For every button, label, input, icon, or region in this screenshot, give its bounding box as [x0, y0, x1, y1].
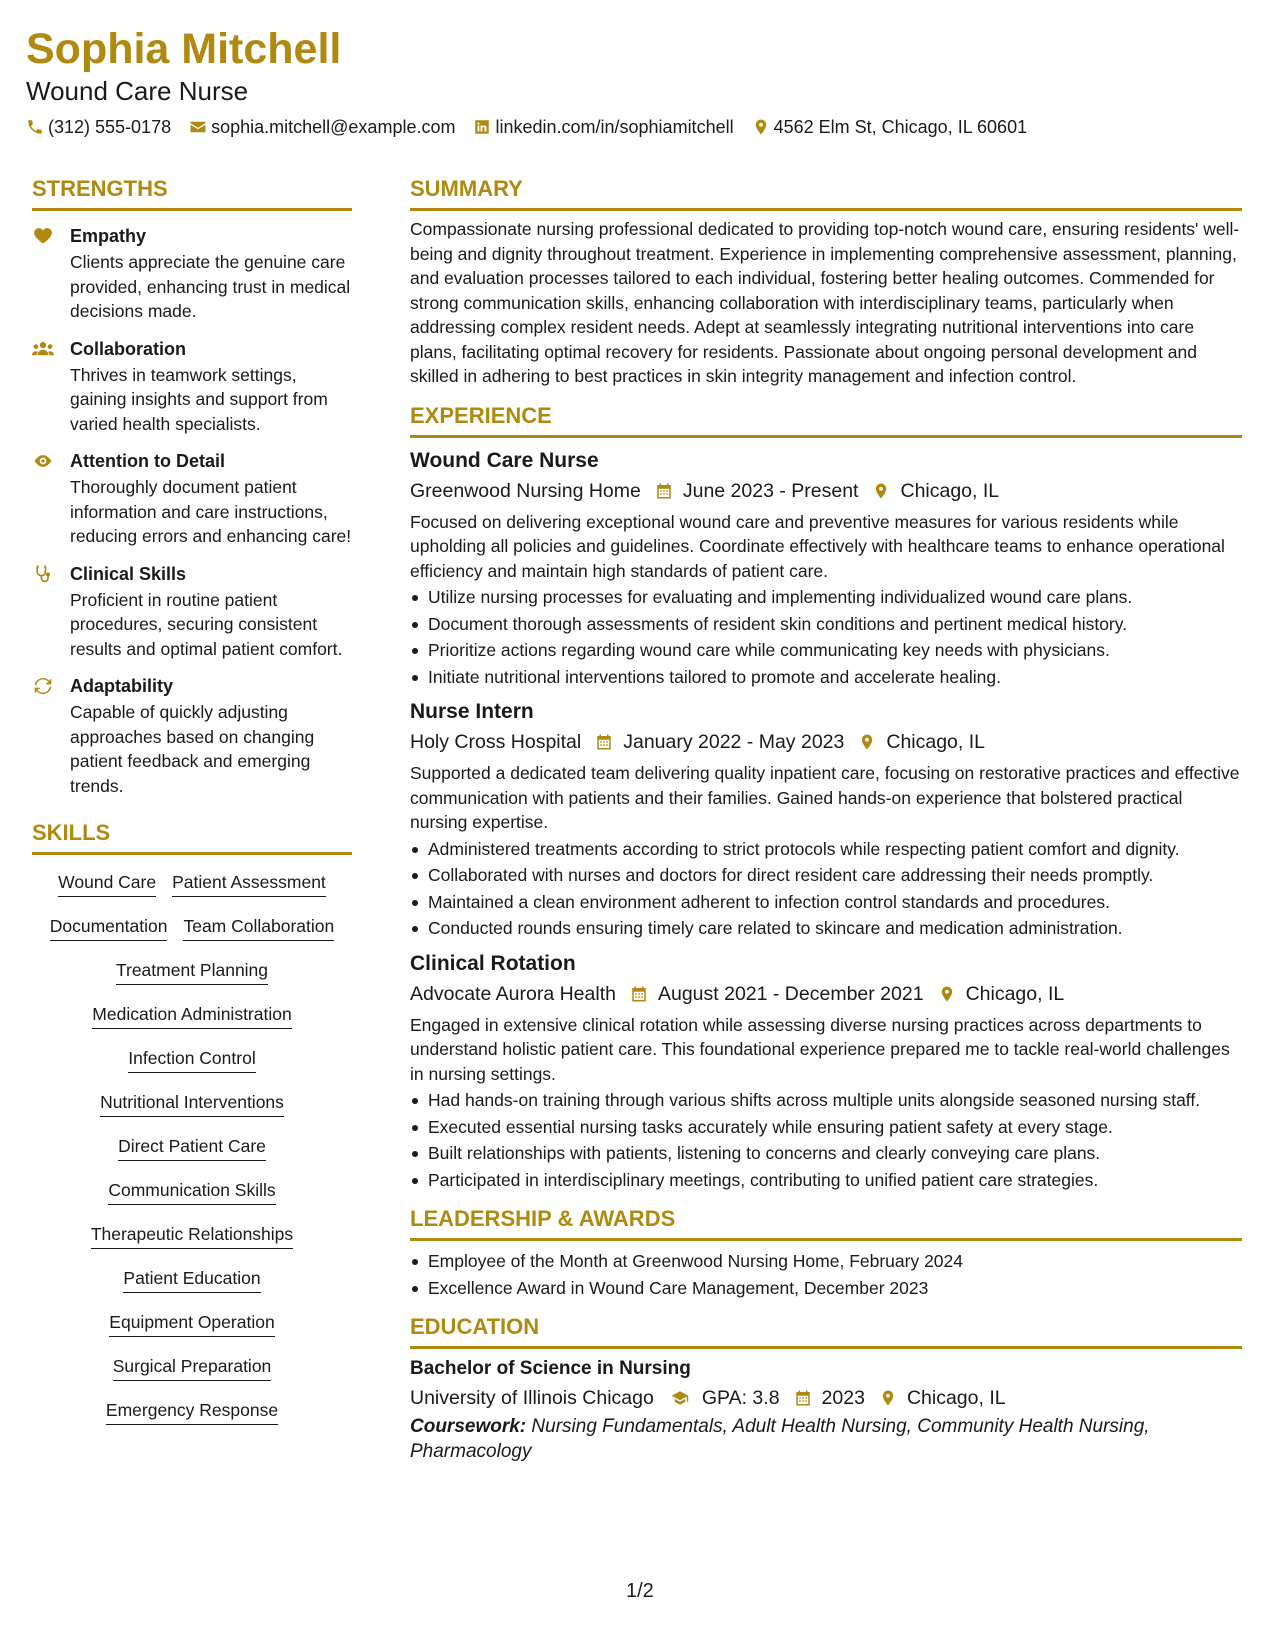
calendar-icon	[655, 482, 673, 500]
skill-tag: Therapeutic Relationships	[91, 1223, 293, 1249]
job-location: Chicago, IL	[886, 731, 986, 753]
left-column	[32, 176, 352, 1435]
map-pin-icon	[858, 733, 876, 751]
strength-title: Attention to Detail	[70, 451, 225, 471]
contact-address	[752, 116, 1028, 138]
skill-tag: Team Collaboration	[183, 915, 334, 941]
job-title: Wound Care Nurse	[410, 448, 599, 472]
sync-icon	[32, 676, 54, 696]
calendar-icon	[595, 733, 613, 751]
bullet-item: Initiate nutritional interventions tailored to promote and accelerate healing.	[410, 665, 1242, 690]
right-column	[410, 176, 1242, 1464]
coursework	[410, 1415, 1242, 1464]
resume-header	[26, 24, 1045, 138]
skill-tag: Wound Care	[58, 871, 156, 897]
job-org: Holy Cross Hospital	[410, 731, 582, 753]
map-pin-icon	[879, 1389, 897, 1407]
skill-tag: Infection Control	[128, 1047, 255, 1073]
job-bullets	[410, 837, 1242, 941]
eye-icon	[32, 451, 54, 471]
strength-desc: Thoroughly document patient information and care instructions, reducing errors and enhancing care!	[70, 477, 352, 546]
graduation-cap-icon	[668, 1389, 692, 1407]
coursework-list: Nursing Fundamentals, Adult Health Nursing, Community Health Nursing, Pharmacology	[410, 1416, 1150, 1462]
email-text[interactable]: sophia.mitchell@example.com	[211, 117, 456, 137]
awards-title: LEADERSHIP & AWARDS	[410, 1206, 1242, 1241]
address-text: 4562 Elm St, Chicago, IL 60601	[773, 117, 1028, 137]
strength-title: Empathy	[70, 226, 147, 246]
strength-desc: Thrives in teamwork settings, gaining insights and support from varied health specialists.	[70, 364, 328, 434]
linkedin-icon	[473, 118, 491, 136]
award-item: Excellence Award in Wound Care Management, December 2023	[410, 1276, 1242, 1301]
job-bullets	[410, 1088, 1242, 1192]
summary-title: SUMMARY	[410, 176, 1242, 211]
job-meta	[410, 981, 1242, 1007]
skills-title: SKILLS	[32, 820, 352, 855]
bullet-item: Participated in interdisciplinary meetings, contributing to unified patient care strategies.	[410, 1168, 1242, 1193]
strengths-title: STRENGTHS	[32, 176, 352, 211]
bullet-item: Maintained a clean environment adherent to infection control standards and procedures.	[410, 890, 1242, 915]
education-title: EDUCATION	[410, 1314, 1242, 1349]
bullet-item: Built relationships with patients, listening to concerns and clearly conveying care plans.	[410, 1141, 1242, 1166]
job-org: Advocate Aurora Health	[410, 982, 616, 1005]
strength-title: Clinical Skills	[70, 563, 187, 584]
job-location: Chicago, IL	[900, 479, 1000, 502]
skills-list	[32, 863, 352, 1435]
strength-item	[32, 225, 352, 324]
page-number: 1/2	[626, 1580, 654, 1602]
job-dates: August 2021 - December 2021	[657, 982, 924, 1005]
phone-icon	[26, 118, 44, 136]
job-location: Chicago, IL	[965, 982, 1065, 1005]
skill-tag: Direct Patient Care	[118, 1135, 266, 1161]
graduation-year: 2023	[821, 1387, 865, 1409]
contact-bar	[26, 116, 1045, 138]
candidate-name: Sophia Mitchell	[26, 25, 342, 73]
job-description: Supported a dedicated team delivering quality inpatient care, focusing on restorative practices and effective communication with patients and their families. Gained hands-on experience that bolstered practical nursing expertise.	[410, 763, 1240, 832]
map-pin-icon	[872, 482, 890, 500]
stethoscope-icon	[32, 564, 54, 584]
job-dates: June 2023 - Present	[682, 479, 859, 502]
bullet-item: Conducted rounds ensuring timely care related to skincare and medication administration.	[410, 916, 1242, 941]
coursework-label: Coursework:	[410, 1416, 527, 1437]
school-name: University of Illinois Chicago	[410, 1387, 654, 1409]
award-item: Employee of the Month at Greenwood Nursing Home, February 2024	[410, 1249, 1242, 1274]
bullet-item: Document thorough assessments of resident skin conditions and pertinent medical history.	[410, 612, 1242, 637]
skill-tag: Nutritional Interventions	[100, 1091, 284, 1117]
gpa: GPA: 3.8	[701, 1387, 780, 1409]
job-entry	[410, 699, 1242, 941]
skill-tag: Patient Assessment	[172, 871, 326, 897]
skill-tag: Communication Skills	[108, 1179, 275, 1205]
bullet-item: Prioritize actions regarding wound care while communicating key needs with physicians.	[410, 638, 1242, 663]
education-meta	[410, 1385, 1242, 1411]
experience-title: EXPERIENCE	[410, 403, 1242, 438]
contact-linkedin[interactable]	[473, 116, 733, 138]
skill-tag: Emergency Response	[106, 1399, 278, 1425]
envelope-icon	[189, 118, 207, 136]
contact-email[interactable]	[189, 116, 455, 138]
calendar-icon	[794, 1389, 812, 1407]
strength-desc: Proficient in routine patient procedures, securing consistent results and optimal patient comfort.	[70, 589, 343, 659]
linkedin-text[interactable]: linkedin.com/in/sophiamitchell	[495, 117, 734, 137]
skill-tag: Documentation	[50, 915, 168, 941]
job-description: Focused on delivering exceptional wound care and preventive measures for various residents while upholding all policies and guidelines. Coordinate effectively with healthcare teams to enhance operational efficiency and maintain high standards of patient care.	[410, 511, 1225, 581]
education-location: Chicago, IL	[906, 1387, 1006, 1409]
summary-text: Compassionate nursing professional dedicated to providing top-notch wound care, ensuring residents' well-being and dignity throughout treatment. Experience in implementing comprehensive assessment, planning, and evaluation processes tailored to each individual, fostering better healing outcomes. Commended for strong communication skills, enhancing collaboration with interdisciplinary teams, particularly when addressing complex resident needs. Adept at seamlessly integrating nutritional interventions into care plans, facilitating optimal recovery for residents. Passionate about ongoing personal development and skilled in adhering to best practices in skin integrity management and infection control.	[410, 219, 1240, 386]
skill-tag: Medication Administration	[92, 1003, 291, 1029]
job-org: Greenwood Nursing Home	[410, 479, 641, 502]
skill-tag: Equipment Operation	[109, 1311, 274, 1337]
calendar-icon	[630, 985, 648, 1003]
map-pin-icon	[752, 118, 770, 136]
job-title: Nurse Intern	[410, 700, 534, 723]
users-icon	[32, 339, 54, 359]
job-meta	[410, 729, 1242, 755]
phone-text: (312) 555-0178	[48, 117, 172, 137]
contact-phone	[26, 116, 171, 138]
bullet-item: Executed essential nursing tasks accurately while ensuring patient safety at every stage.	[410, 1115, 1242, 1140]
strength-title: Collaboration	[70, 338, 186, 359]
job-description: Engaged in extensive clinical rotation while assessing diverse nursing practices across departments to understand holistic patient care. This foundational experience prepared me to tackle real-world challenges in nursing settings.	[410, 1014, 1230, 1084]
bullet-item: Administered treatments according to strict protocols while respecting patient comfort and dignity.	[410, 837, 1242, 862]
strength-desc: Clients appreciate the genuine care provided, enhancing trust in medical decisions made.	[70, 252, 351, 321]
strength-item	[32, 675, 352, 798]
heart-icon	[32, 226, 54, 246]
strength-item	[32, 450, 352, 549]
bullet-item: Had hands-on training through various shifts across multiple units alongside seasoned nursing staff.	[410, 1088, 1242, 1113]
awards-list	[410, 1249, 1242, 1300]
job-meta	[410, 478, 1242, 504]
job-entry	[410, 448, 1242, 690]
job-bullets	[410, 585, 1242, 689]
skill-tag: Surgical Preparation	[113, 1355, 272, 1381]
job-dates: January 2022 - May 2023	[623, 731, 845, 753]
candidate-role: Wound Care Nurse	[26, 76, 249, 106]
bullet-item: Utilize nursing processes for evaluating and implementing individualized wound care plans.	[410, 585, 1242, 610]
strength-item	[32, 563, 352, 662]
job-entry	[410, 951, 1242, 1193]
strength-item	[32, 338, 352, 437]
job-title: Clinical Rotation	[410, 951, 576, 975]
skill-tag: Patient Education	[123, 1267, 260, 1293]
skill-tag: Treatment Planning	[116, 959, 268, 985]
strength-title: Adaptability	[70, 676, 174, 696]
degree-title: Bachelor of Science in Nursing	[410, 1358, 691, 1379]
map-pin-icon	[938, 985, 956, 1003]
bullet-item: Collaborated with nurses and doctors for direct resident care addressing their needs promptly.	[410, 863, 1242, 888]
strength-desc: Capable of quickly adjusting approaches based on changing patient feedback and emerging trends.	[70, 702, 315, 796]
